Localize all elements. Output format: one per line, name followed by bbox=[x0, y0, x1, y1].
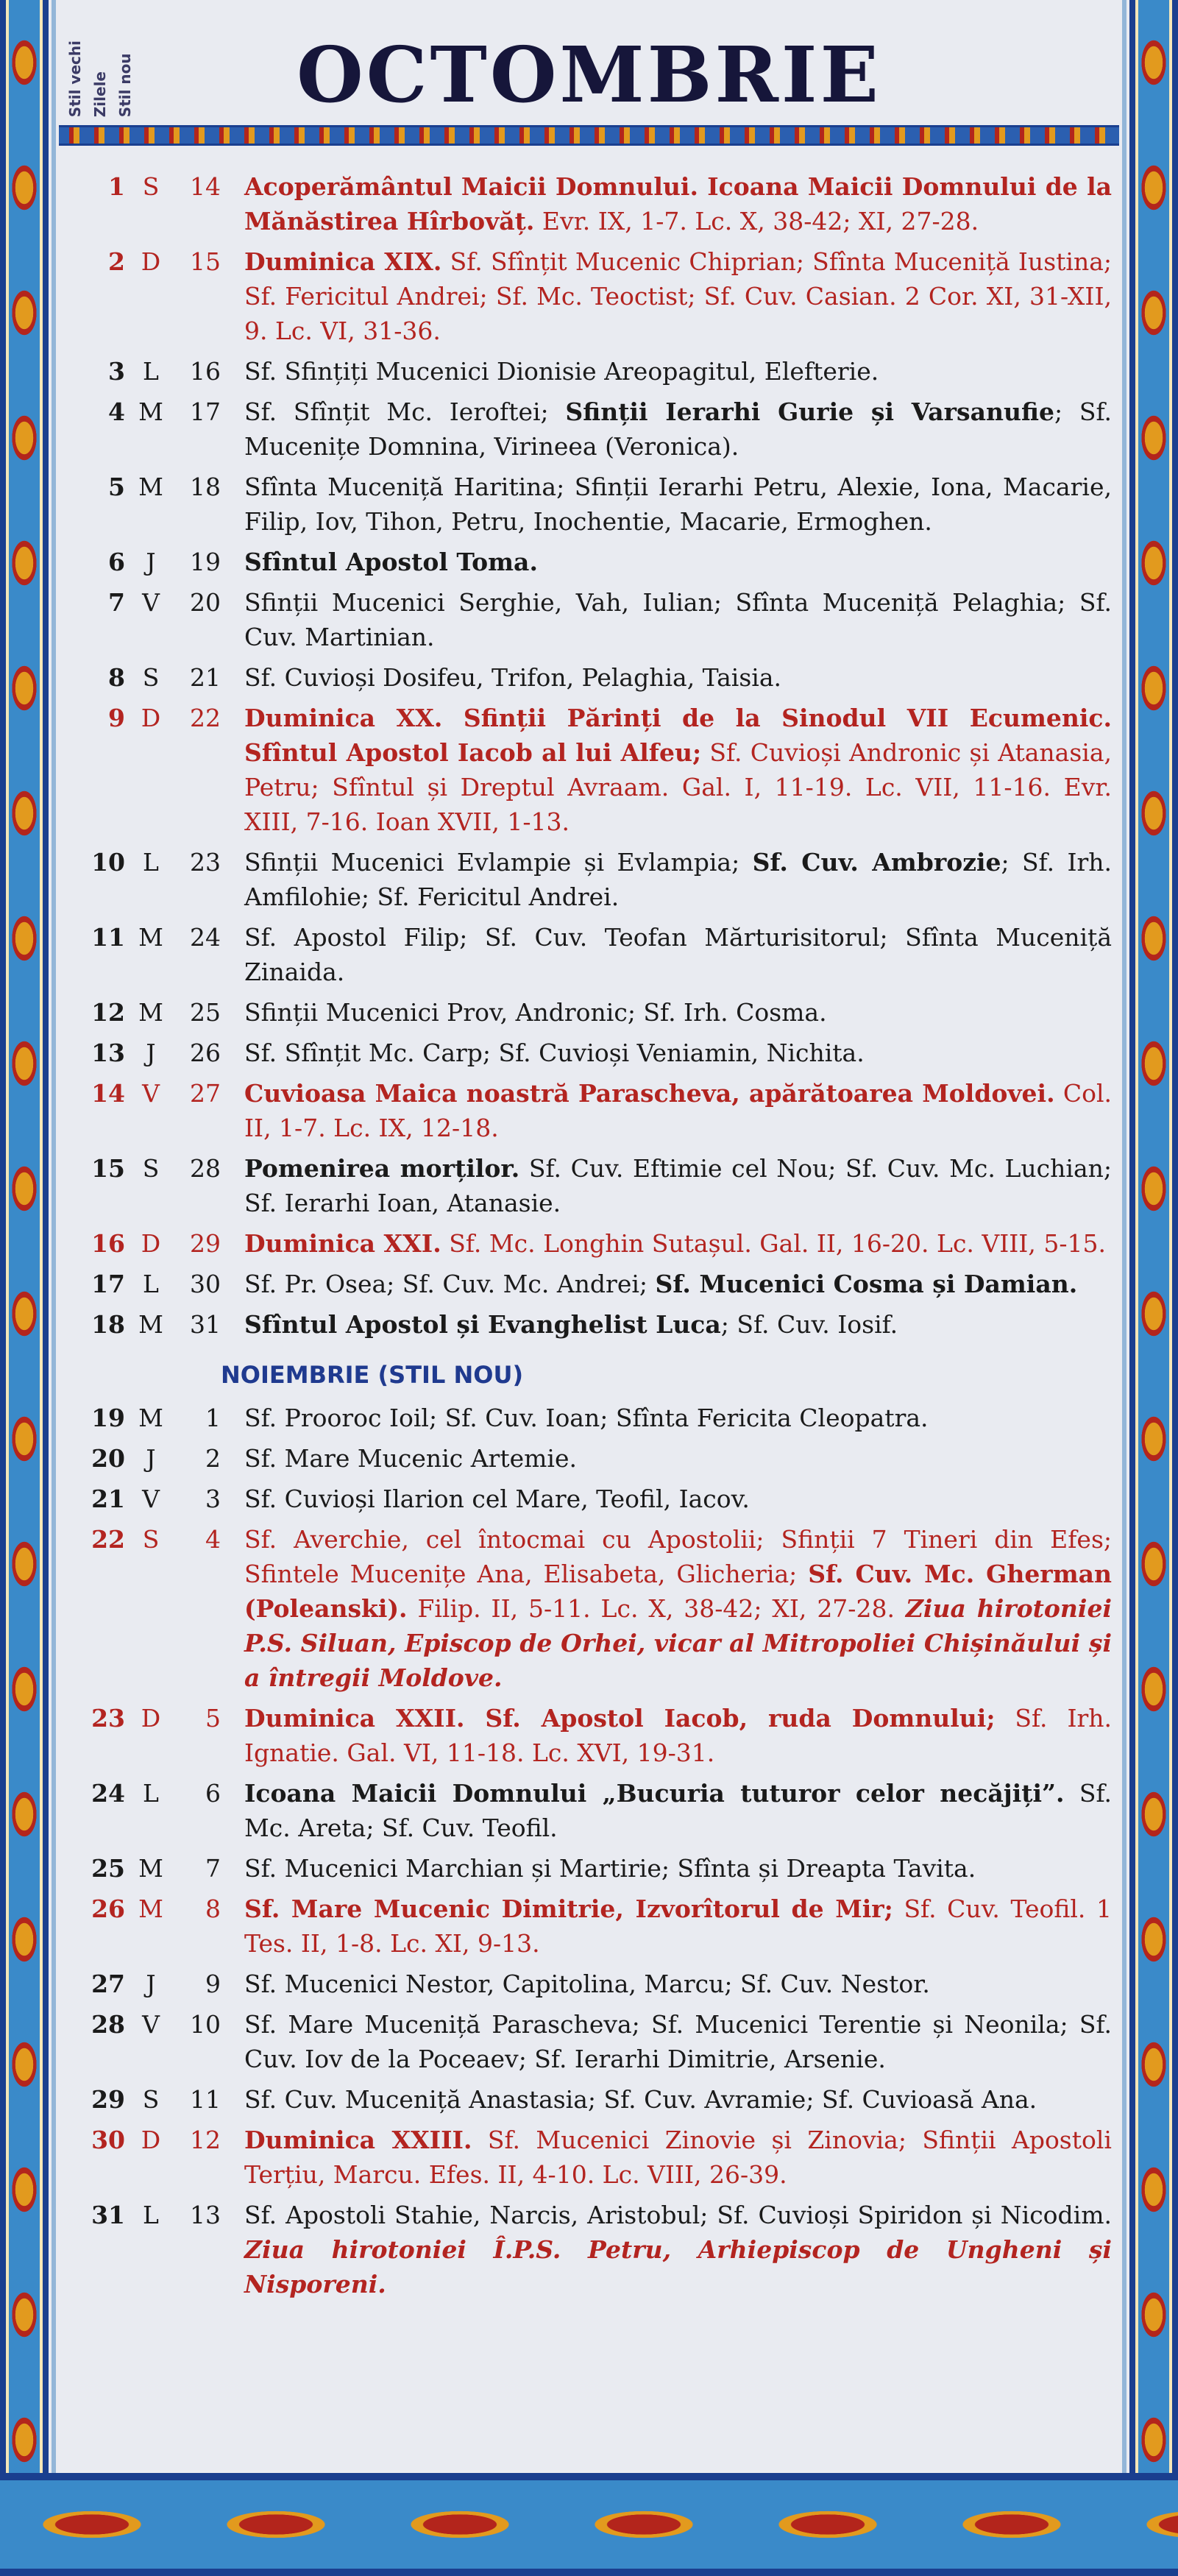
old-style-date: 13 bbox=[91, 1038, 125, 1067]
calendar-row bbox=[81, 545, 1112, 579]
old-style-date: 7 bbox=[108, 588, 125, 617]
old-style-date: 27 bbox=[91, 1970, 125, 1998]
new-style-date: 29 bbox=[190, 1229, 221, 1258]
entry-segment: Sf. Cuv. Muceniță Anastasia; Sf. Cuv. Avramie; Sf. Cuvioasă Ana. bbox=[244, 2085, 1037, 2114]
entry-segment: Pomenirea morților. bbox=[244, 1154, 520, 1183]
weekday-letter: J bbox=[146, 1970, 156, 1998]
old-style-date: 15 bbox=[91, 1154, 125, 1183]
old-style-date: 17 bbox=[91, 1270, 125, 1298]
new-style-date: 8 bbox=[205, 1894, 221, 1923]
weekday-letter: V bbox=[142, 588, 160, 617]
old-style-date: 5 bbox=[108, 473, 125, 501]
calendar-row bbox=[81, 244, 1112, 348]
entry-segment: Sf. Cuv. Eftimie cel Nou; Sf. Cuv. Mc. Luchian; Sf. Ierarhi Ioan, Atanasie. bbox=[244, 1154, 1113, 1217]
weekday-letter: D bbox=[141, 704, 161, 732]
entry-segment: Sf. Mucenici Marchian și Martirie; Sfînta și Dreapta Tavita. bbox=[244, 1854, 976, 1883]
calendar-row bbox=[81, 701, 1112, 839]
old-style-date: 20 bbox=[91, 1444, 125, 1473]
entry-text bbox=[244, 995, 1112, 1030]
new-style-date: 2 bbox=[205, 1444, 221, 1473]
entry-segment: Sfinții Mucenici Evlampie și Evlampia; bbox=[244, 848, 753, 877]
entry-text bbox=[244, 470, 1112, 539]
calendar-row bbox=[81, 1151, 1112, 1220]
new-style-date: 3 bbox=[205, 1485, 221, 1513]
new-style-date: 22 bbox=[190, 704, 221, 732]
new-style-date: 21 bbox=[190, 663, 221, 692]
col-label-old-style: Stil vechi bbox=[66, 40, 84, 118]
weekday-letter: S bbox=[142, 663, 160, 692]
left-ornamental-border bbox=[0, 0, 49, 2473]
calendar-row bbox=[81, 1226, 1112, 1261]
weekday-letter: M bbox=[138, 1894, 163, 1923]
entry-segment: Duminica XX. Sfinții Părinți de la Sinodul VII Ecumenic. Sfîntul Apostol Iacob al lui Alfeu; bbox=[244, 704, 1112, 767]
weekday-letter: S bbox=[142, 172, 160, 201]
new-style-date: 13 bbox=[190, 2201, 221, 2229]
old-style-date: 1 bbox=[108, 172, 125, 201]
entry-segment: Acoperământul Maicii Domnului. Icoana Maicii Domnului de la Mănăstirea Hîrbovăț. bbox=[244, 172, 1112, 236]
old-style-date: 18 bbox=[91, 1310, 125, 1339]
entry-segment: Sf. Cuvioși Ilarion cel Mare, Teofil, Iacov. bbox=[244, 1485, 750, 1513]
entry-segment: ; Sf. Mucenițe Domnina, Virineea (Veronica). bbox=[244, 397, 1112, 461]
entry-text bbox=[244, 1851, 1112, 1886]
entry-segment: Sf. Cuv. Teofil. 1 Tes. II, 1-8. Lc. XI, 9-13. bbox=[244, 1894, 1112, 1958]
old-style-date: 10 bbox=[91, 848, 125, 877]
calendar-row bbox=[81, 1522, 1112, 1695]
entry-segment: Sf. Cuvioși Andronic și Atanasia, Petru; Sfîntul și Dreptul Avraam. Gal. I, 11-19. Lc. VII, 11-16. Evr. XIII, 7-16. Ioan XVII, 1-13. bbox=[244, 738, 1112, 836]
entry-segment: Sf. Mucenici Nestor, Capitolina, Marcu; Sf. Cuv. Nestor. bbox=[244, 1970, 930, 1998]
calendar-row bbox=[81, 1267, 1112, 1301]
entry-segment: Sf. Sfînțit Mc. Carp; Sf. Cuvioși Veniamin, Nichita. bbox=[244, 1038, 865, 1067]
calendar-row bbox=[81, 1701, 1112, 1770]
weekday-letter: S bbox=[142, 2085, 160, 2114]
entry-segment: Sf. Mare Mucenic Dimitrie, Izvorîtorul de Mir; bbox=[244, 1894, 893, 1923]
weekday-letter: J bbox=[146, 1444, 156, 1473]
entry-segment: Cuvioasa Maica noastră Parascheva, apărătoarea Moldovei. bbox=[244, 1079, 1055, 1108]
ordination-note: Ziua hirotoniei P.S. Siluan, Episcop de Orhei, vicar al Mitropoliei Chișinăului și a întregii Moldove. bbox=[244, 1594, 1112, 1692]
old-style-date: 9 bbox=[108, 704, 125, 732]
new-style-date: 10 bbox=[190, 2010, 221, 2039]
entry-text bbox=[244, 2198, 1112, 2301]
weekday-letter: M bbox=[138, 998, 163, 1027]
old-style-date: 11 bbox=[91, 923, 125, 952]
entry-segment: Icoana Maicii Domnului „Bucuria tuturor celor necăjiți”. bbox=[244, 1779, 1065, 1808]
weekday-letter: M bbox=[138, 1404, 163, 1432]
new-style-date: 7 bbox=[205, 1854, 221, 1883]
entry-text bbox=[244, 1441, 1112, 1476]
entry-text bbox=[244, 1482, 1112, 1516]
entry-text bbox=[244, 1776, 1112, 1845]
new-style-date: 28 bbox=[190, 1154, 221, 1183]
entry-text bbox=[244, 244, 1112, 348]
calendar-entries bbox=[81, 169, 1112, 2307]
calendar-row bbox=[81, 1482, 1112, 1516]
old-style-date: 25 bbox=[91, 1854, 125, 1883]
entry-segment: Sfinții Mucenici Prov, Andronic; Sf. Irh. Cosma. bbox=[244, 998, 827, 1027]
entry-text bbox=[244, 2007, 1112, 2076]
weekday-letter: V bbox=[142, 2010, 160, 2039]
new-style-date: 9 bbox=[205, 1970, 221, 1998]
calendar-row bbox=[81, 1441, 1112, 1476]
entry-segment: Sf. Mc. Longhin Sutașul. Gal. II, 16-20. Lc. VIII, 5-15. bbox=[441, 1229, 1106, 1258]
weekday-letter: D bbox=[141, 247, 161, 276]
entry-text bbox=[244, 545, 1112, 579]
old-style-date: 30 bbox=[91, 2126, 125, 2154]
old-style-date: 3 bbox=[108, 357, 125, 386]
old-style-date: 24 bbox=[91, 1779, 125, 1808]
entry-text bbox=[244, 1522, 1112, 1695]
entry-segment: Duminica XXIII. bbox=[244, 2126, 472, 2154]
right-ornamental-border bbox=[1129, 0, 1178, 2473]
entry-segment: Sf. Averchie, cel întocmai cu Apostolii; Sfinții 7 Tineri din Efes; Sfintele Mucenițe Ana, Elisabeta, Glicheria; bbox=[244, 1525, 1112, 1588]
bottom-ornament-band bbox=[0, 2473, 1178, 2576]
old-style-date: 21 bbox=[91, 1485, 125, 1513]
old-style-date: 22 bbox=[91, 1525, 125, 1554]
new-style-date: 17 bbox=[190, 397, 221, 426]
entry-text bbox=[244, 2082, 1112, 2117]
new-style-date: 19 bbox=[190, 548, 221, 576]
calendar-row bbox=[81, 1892, 1112, 1961]
weekday-letter: L bbox=[143, 2201, 159, 2229]
calendar-row bbox=[81, 394, 1112, 464]
weekday-letter: D bbox=[141, 2126, 161, 2154]
old-style-date: 2 bbox=[108, 247, 125, 276]
weekday-letter: M bbox=[138, 1310, 163, 1339]
entry-segment: Sf. Apostol Filip; Sf. Cuv. Teofan Mărturisitorul; Sfînta Muceniță Zinaida. bbox=[244, 923, 1112, 986]
entry-segment: Sf. Sfințiți Mucenici Dionisie Areopagitul, Elefterie. bbox=[244, 357, 879, 386]
calendar-row bbox=[81, 845, 1112, 914]
new-style-date: 12 bbox=[190, 2126, 221, 2154]
calendar-row bbox=[81, 1851, 1112, 1886]
calendar-row bbox=[81, 920, 1112, 989]
entry-text bbox=[244, 1892, 1112, 1961]
entry-text bbox=[244, 354, 1112, 389]
entry-segment: Sf. Apostoli Stahie, Narcis, Aristobul; Sf. Cuvioși Spiridon și Nicodim. bbox=[244, 2201, 1112, 2229]
new-style-date: 25 bbox=[190, 998, 221, 1027]
weekday-letter: J bbox=[146, 1038, 156, 1067]
entry-text bbox=[244, 394, 1112, 464]
entry-text bbox=[244, 1401, 1112, 1435]
weekday-letter: L bbox=[143, 848, 159, 877]
calendar-row bbox=[81, 2198, 1112, 2301]
entry-text bbox=[244, 1226, 1112, 1261]
header-ornament-band bbox=[59, 125, 1119, 146]
entry-text bbox=[244, 701, 1112, 839]
calendar-row bbox=[81, 995, 1112, 1030]
entry-text bbox=[244, 169, 1112, 238]
old-style-date: 23 bbox=[91, 1704, 125, 1733]
ordination-note: Ziua hirotoniei Î.P.S. Petru, Arhiepiscop de Ungheni și Nisporeni. bbox=[244, 2235, 1112, 2299]
weekday-letter: L bbox=[143, 1779, 159, 1808]
calendar-row bbox=[81, 1036, 1112, 1070]
entry-segment: Sfîntul Apostol Toma. bbox=[244, 548, 538, 576]
calendar-row bbox=[81, 660, 1112, 695]
entry-segment: Sfinții Mucenici Serghie, Vah, Iulian; Sfînta Muceniță Pelaghia; Sf. Cuv. Martinian. bbox=[244, 588, 1112, 651]
entry-segment: Sf. Irh. Ignatie. Gal. VI, 11-18. Lc. XVI, 19-31. bbox=[244, 1704, 1112, 1767]
entry-segment: ; Sf. Cuv. Iosif. bbox=[720, 1310, 898, 1339]
entry-segment: Duminica XXII. Sf. Apostol Iacob, ruda Domnului; bbox=[244, 1704, 996, 1733]
entry-segment: Sf. Prooroc Ioil; Sf. Cuv. Ioan; Sfînta Fericita Cleopatra. bbox=[244, 1404, 929, 1432]
entry-text bbox=[244, 2123, 1112, 2192]
weekday-letter: M bbox=[138, 397, 163, 426]
calendar-row bbox=[81, 169, 1112, 238]
weekday-letter: D bbox=[141, 1704, 161, 1733]
entry-segment: Sf. Cuv. Ambrozie bbox=[752, 848, 1001, 877]
calendar-row bbox=[81, 2123, 1112, 2192]
col-label-days: Zilele bbox=[91, 71, 109, 118]
entry-text bbox=[244, 1036, 1112, 1070]
entry-segment: Sf. Mare Muceniță Parascheva; Sf. Mucenici Terentie și Neonila; Sf. Cuv. Iov de la Poceaev; Sf. Ierarhi Dimitrie, Arsenie. bbox=[244, 2010, 1112, 2073]
new-style-date: 6 bbox=[205, 1779, 221, 1808]
entry-segment: Sfinții Ierarhi Gurie și Varsanufie bbox=[565, 397, 1054, 426]
weekday-letter: S bbox=[142, 1525, 160, 1554]
weekday-letter: M bbox=[138, 923, 163, 952]
calendar-row bbox=[81, 2007, 1112, 2076]
entry-segment: Sf. Cuv. Mc. Gherman (Poleanski). bbox=[244, 1560, 1112, 1623]
old-style-date: 12 bbox=[91, 998, 125, 1027]
entry-segment: Sf. Mucenici Cosma și Damian. bbox=[655, 1270, 1078, 1298]
entry-text bbox=[244, 660, 1112, 695]
new-style-date: 1 bbox=[205, 1404, 221, 1432]
weekday-letter: L bbox=[143, 357, 159, 386]
new-style-date: 18 bbox=[190, 473, 221, 501]
new-style-date: 11 bbox=[190, 2085, 221, 2114]
entry-text bbox=[244, 1701, 1112, 1770]
old-style-date: 4 bbox=[108, 397, 125, 426]
weekday-letter: D bbox=[141, 1229, 161, 1258]
entry-segment: Filip. II, 5-11. Lc. X, 38-42; XI, 27-28. bbox=[407, 1594, 895, 1623]
old-style-date: 8 bbox=[108, 663, 125, 692]
weekday-letter: L bbox=[143, 1270, 159, 1298]
entry-segment: Sf. Pr. Osea; Sf. Cuv. Mc. Andrei; bbox=[244, 1270, 656, 1298]
new-style-date: 16 bbox=[190, 357, 221, 386]
old-style-date: 26 bbox=[91, 1894, 125, 1923]
entry-text bbox=[244, 1307, 1112, 1342]
new-style-date: 15 bbox=[190, 247, 221, 276]
month-title: OCTOMBRIE bbox=[297, 29, 881, 120]
entry-segment: Col. II, 1-7. Lc. IX, 12-18. bbox=[244, 1079, 1112, 1142]
left-inner-rule bbox=[52, 0, 56, 2473]
old-style-date: 29 bbox=[91, 2085, 125, 2114]
old-style-date: 31 bbox=[91, 2201, 125, 2229]
entry-text bbox=[244, 920, 1112, 989]
entry-text bbox=[244, 1967, 1112, 2001]
entry-text bbox=[244, 585, 1112, 654]
entry-text bbox=[244, 1151, 1112, 1220]
old-style-date: 28 bbox=[91, 2010, 125, 2039]
col-label-new-style: Stil nou bbox=[116, 53, 134, 118]
old-style-date: 6 bbox=[108, 548, 125, 576]
right-inner-rule bbox=[1122, 0, 1126, 2473]
calendar-row bbox=[81, 1307, 1112, 1342]
weekday-letter: V bbox=[142, 1485, 160, 1513]
calendar-row bbox=[81, 2082, 1112, 2117]
weekday-letter: V bbox=[142, 1079, 160, 1108]
weekday-letter: S bbox=[142, 1154, 160, 1183]
calendar-header bbox=[59, 0, 1119, 132]
entry-segment: Sf. Sfînțit Mc. Ieroftei; bbox=[244, 397, 566, 426]
weekday-letter: J bbox=[146, 548, 156, 576]
entry-segment: Sf. Mare Mucenic Artemie. bbox=[244, 1444, 577, 1473]
calendar-row bbox=[81, 1401, 1112, 1435]
calendar-row bbox=[81, 1076, 1112, 1145]
old-style-date: 16 bbox=[91, 1229, 125, 1258]
entry-segment: Sf. Sfînțit Mucenic Chiprian; Sfînta Muceniță Iustina; Sf. Fericitul Andrei; Sf. Mc. Teoctist; Sf. Cuv. Casian. 2 Cor. XI, 31-XII, 9. Lc. VI, 31-36. bbox=[244, 247, 1112, 345]
entry-segment: Sfînta Muceniță Haritina; Sfinții Ierarhi Petru, Alexie, Iona, Macarie, Filip, Iov, Tihon, Petru, Inochentie, Macarie, Ermoghen. bbox=[244, 473, 1112, 536]
new-style-date: 24 bbox=[190, 923, 221, 952]
new-style-date: 14 bbox=[190, 172, 221, 201]
old-style-date: 14 bbox=[91, 1079, 125, 1108]
entry-segment: Sfîntul Apostol și Evanghelist Luca bbox=[244, 1310, 721, 1339]
entry-segment: Sf. Cuvioși Dosifeu, Trifon, Pelaghia, Taisia. bbox=[244, 663, 782, 692]
new-style-date: 20 bbox=[190, 588, 221, 617]
entry-segment: Sf. Mc. Areta; Sf. Cuv. Teofil. bbox=[244, 1779, 1112, 1842]
calendar-row bbox=[81, 470, 1112, 539]
entry-segment: Evr. IX, 1-7. Lc. X, 38-42; XI, 27-28. bbox=[534, 207, 979, 236]
old-style-date: 19 bbox=[91, 1404, 125, 1432]
new-style-date: 31 bbox=[190, 1310, 221, 1339]
entry-segment: Duminica XXI. bbox=[244, 1229, 441, 1258]
new-style-date: 30 bbox=[190, 1270, 221, 1298]
new-style-date: 26 bbox=[190, 1038, 221, 1067]
entry-text bbox=[244, 845, 1112, 914]
new-style-date: 23 bbox=[190, 848, 221, 877]
entry-segment: Duminica XIX. bbox=[244, 247, 442, 276]
entry-text bbox=[244, 1267, 1112, 1301]
calendar-row bbox=[81, 1967, 1112, 2001]
entry-segment: ; Sf. Irh. Amfilohie; Sf. Fericitul Andrei. bbox=[244, 848, 1112, 911]
new-style-date: 5 bbox=[205, 1704, 221, 1733]
weekday-letter: M bbox=[138, 1854, 163, 1883]
section-heading-november: NOIEMBRIE (STIL NOU) bbox=[221, 1361, 524, 1389]
new-style-date: 4 bbox=[205, 1525, 221, 1554]
weekday-letter: M bbox=[138, 473, 163, 501]
entry-segment: Sf. Mucenici Zinovie și Zinovia; Sfinții Apostoli Terțiu, Marcu. Efes. II, 4-10. Lc. VIII, 26-39. bbox=[244, 2126, 1112, 2189]
calendar-row bbox=[81, 354, 1112, 389]
calendar-row bbox=[81, 585, 1112, 654]
entry-text bbox=[244, 1076, 1112, 1145]
new-style-date: 27 bbox=[190, 1079, 221, 1108]
calendar-row bbox=[81, 1776, 1112, 1845]
